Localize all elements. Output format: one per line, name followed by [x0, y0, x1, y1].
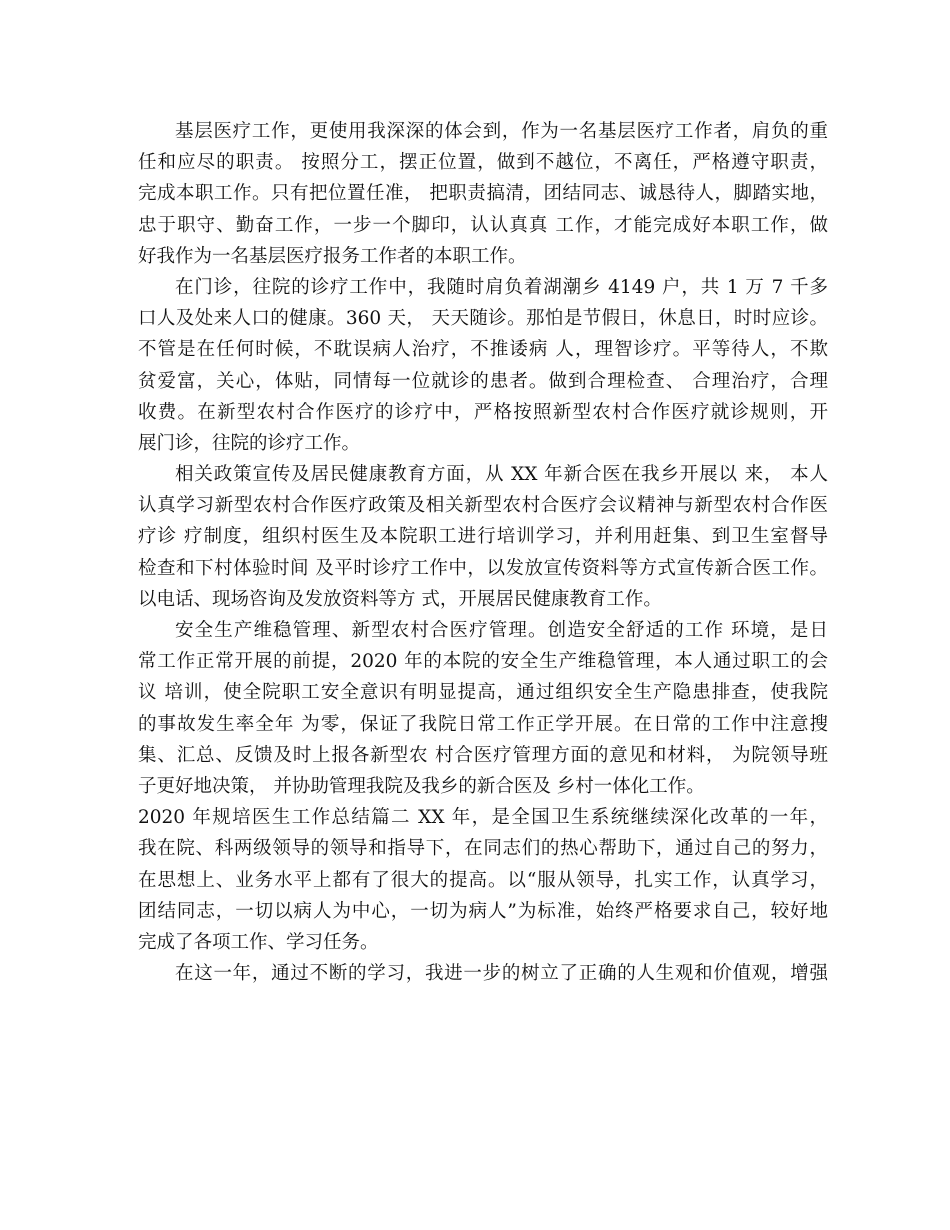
- text-line: 忠于职守、勤奋工作，一步一个脚印，认认真真 工作，才能完成好本职工作，做: [138, 214, 828, 236]
- paragraph-outpatient-work: [138, 272, 828, 459]
- text-line: 在思想上、业务水平上都有了很大的提高。以“服从领导，扎实工作，认真学习，: [138, 869, 828, 891]
- text-line: 在这一年，通过不断的学习，我进一步的树立了正确的人生观和价值观，增强: [175, 963, 828, 985]
- text-line: 议 培训，使全院职工安全意识有明显提高，通过组织安全生产隐患排查，使我院: [138, 682, 828, 704]
- paragraph-primary-care-duty: [138, 116, 828, 272]
- document-body: [138, 116, 828, 989]
- text-line: 收费。在新型农村合作医疗的诊疗中，严格按照新型农村合作医疗就诊规则，开: [138, 401, 828, 423]
- text-line: 疗诊 疗制度，组织村医生及本院职工进行培训学习，并利用赶集、到卫生室督导: [138, 526, 828, 548]
- text-line: 常工作正常开展的前提，2020 年的本院的安全生产维稳管理，本人通过职工的会: [138, 651, 828, 673]
- text-line: 在门诊，往院的诊疗工作中，我随时肩负着湖潮乡 4149 户，共 1 万 7 千多: [175, 276, 828, 298]
- text-line: 不管是在任何时候，不耽误病人治疗，不推诿病 人，理智诊疗。平等待人，不欺: [138, 339, 828, 361]
- text-line: 安全生产维稳管理、新型农村合医疗管理。创造安全舒适的工作 环境，是日: [175, 620, 828, 641]
- text-line: 检查和下村体验时间 及平时诊疗工作中，以发放宣传资料等方式宣传新合医工作。: [138, 557, 828, 579]
- text-line: 口人及处来人口的健康。360 天， 天天随诊。那怕是节假日，休息日，时时应诊。: [138, 308, 828, 330]
- text-line: 贫爱富，关心，体贴，同情每一位就诊的患者。做到合理检查、 合理治疗，合理: [138, 370, 828, 392]
- text-line: 任和应尽的职责。 按照分工，摆正位置，做到不越位，不离任，严格遵守职责，: [138, 152, 828, 174]
- text-line: 我在院、科两级领导的领导和指导下，在同志们的热心帮助下，通过自己的努力，: [138, 838, 828, 860]
- text-line: 以电话、现场咨询及发放资料等方 式，开展居民健康教育工作。: [138, 588, 662, 610]
- text-line: 完成了各项工作、学习任务。: [138, 931, 379, 953]
- paragraph-safety-management: [138, 615, 828, 802]
- text-line: 好我作为一名基层医疗报务工作者的本职工作。: [138, 245, 527, 267]
- paragraph-learning: [138, 958, 828, 989]
- paragraph-summary-part-two: [138, 802, 828, 958]
- text-line: 2020 年规培医生工作总结篇二 XX 年，是全国卫生系统继续深化改革的一年，: [138, 807, 828, 829]
- text-line: 完成本职工作。只有把位置任准， 把职责搞清，团结同志、诚恳待人，脚踏实地，: [138, 183, 828, 205]
- text-line: 集、汇总、反馈及时上报各新型农 村合医疗管理方面的意见和材料， 为院领导班: [138, 744, 828, 766]
- text-line: 的事故发生率全年 为零，保证了我院日常工作正学开展。在日常的工作中注意搜: [138, 713, 828, 735]
- paragraph-policy-education: [138, 459, 828, 615]
- text-line: 团结同志，一切以病人为中心，一切为病人”为标准，始终严格要求自己，较好地: [138, 900, 828, 922]
- text-line: 基层医疗工作，更使用我深深的体会到，作为一名基层医疗工作者，肩负的重: [175, 121, 828, 142]
- text-line: 展门诊，往院的诊疗工作。: [138, 432, 361, 454]
- text-line: 认真学习新型农村合作医疗政策及相关新型农村合医疗会议精神与新型农村合作医: [138, 495, 828, 517]
- text-line: 子更好地决策， 并协助管理我院及我乡的新合医及 乡村一体化工作。: [138, 775, 705, 797]
- text-line: 相关政策宣传及居民健康教育方面，从 XX 年新合医在我乡开展以 来， 本人: [175, 464, 828, 486]
